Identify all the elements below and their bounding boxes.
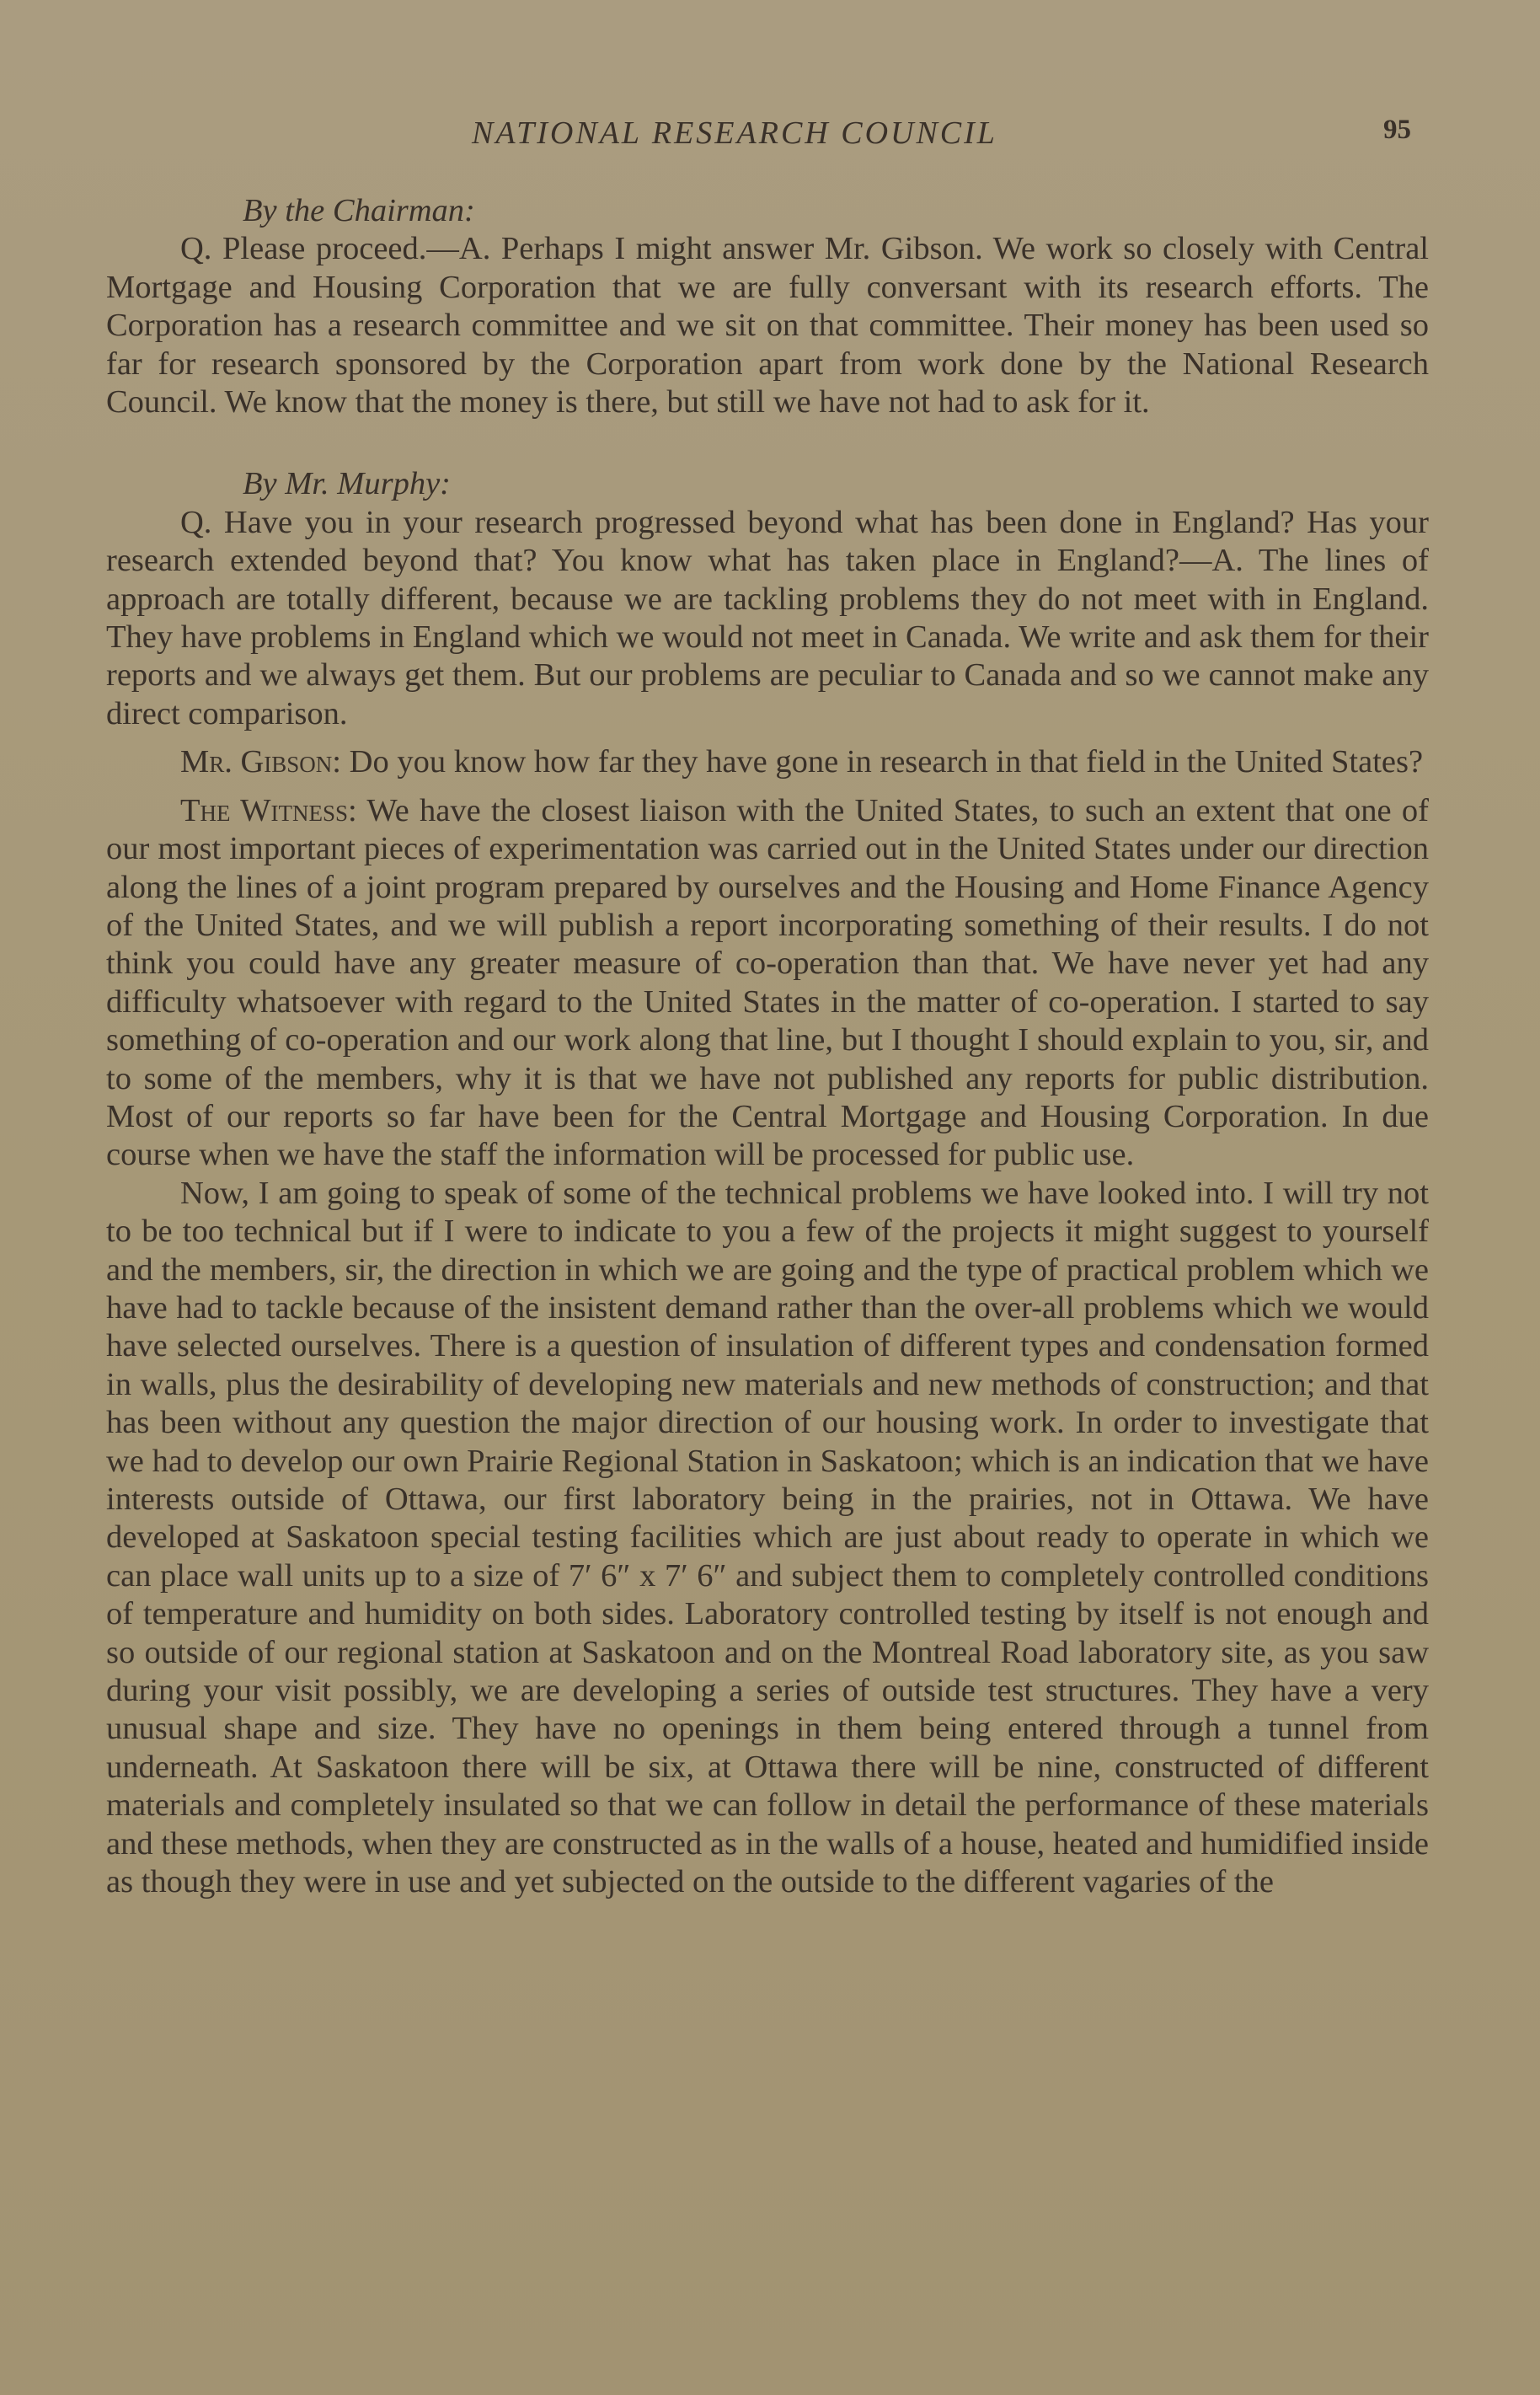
page-header [0, 115, 1540, 157]
byline-murphy: By Mr. Murphy: [243, 466, 451, 502]
paragraph-text: We have the closest liaison with the United States, to such an extent that one of our most important pieces of experimentation was carried out in the United States under our direction along the lines of a joint program prepared by ourselves and the Housing and Home Finance Agency of the United States, and we will publish a report incorporating something of their results. I do not think you could have any greater measure of co-operation than that. We have never yet had any difficulty whatsoever with regard to the United States in the matter of co-operation. I started to say something of co-operation and our work along that line, but I thought I should explain to you, sir, and to some of the members, why it is that we have not published any reports for public distribution. Most of our reports so far have been for the Central Mortgage and Housing Corporation. In due course when we have the staff the information will be processed for public use. [106, 792, 1430, 1173]
paragraph: Q. Please proceed.—A. Perhaps I might answer Mr. Gibson. We work so closely with Central Mortgage and Housing Corporation that we are fully conversant with its research efforts. The Corporation has a research committee and we sit on that committee. Their money has been used so far for research sponsored by the Corporation apart from work done by the National Research Council. We know that the money is there, but still we have not had to ask for it. [106, 231, 1429, 421]
paragraph [106, 743, 1429, 781]
page-number: 95 [1383, 115, 1411, 145]
paragraph: Now, I am going to speak of some of the technical problems we have looked into. I will try not to be too technical but if I were to indicate to you a few of the projects it might suggest to yourself and the members, sir, the direction in which we are going and the type of practical problem which we have had to tackle because of the insistent demand rather than the over-all problems which we would have selected ourselves. There is a question of insulation of different types and condensation formed in walls, plus the desirability of developing new materials and new methods of construction; and that has been without any question the major direction of our housing work. In order to investigate that we had to develop our own Prairie Regional Station in Saskatoon; which is an indication that we have interests outside of Ottawa, our first laboratory being in the prairies, not in Ottawa. We have developed at Saskatoon special testing facilities which are just about ready to operate in which we can place wall units up to a size of 7′ 6″ x 7′ 6″ and subject them to completely controlled conditions of temperature and humidity on both sides. Laboratory controlled testing by itself is not enough and so outside of our regional station at Saskatoon and on the Montreal Road laboratory site, as you saw during your visit possibly, we are developing a series of outside test structures. They have a very unusual shape and size. They have no openings in them being entered through a tunnel from underneath. At Saskatoon there will be six, at Ottawa there will be nine, constructed of different materials and completely insulated so that we can follow in detail the performance of these materials and these methods, when they are constructed as in the walls of a house, heated and humidified inside as though they were in use and yet subjected on the outside to the different vagaries of the [106, 1175, 1429, 1900]
running-head: NATIONAL RESEARCH COUNCIL [472, 115, 997, 151]
paragraph: Q. Have you in your research progressed beyond what has been done in England? Has your research extended beyond that? You know what has taken place in England?—A. The lines of approach are totally different, because we are tackling problems they do not meet with in England. They have problems in England which we would not meet in Canada. We write and ask them for their reports and we always get them. But our problems are peculiar to Canada and so we cannot make any direct comparison. [106, 504, 1429, 731]
speaker-label: The Witness: [180, 792, 357, 828]
byline-chairman: By the Chairman: [243, 193, 475, 228]
paragraph [106, 792, 1429, 1175]
body-text [106, 192, 1429, 1901]
paragraph-text: Do you know how far they have gone in research in that field in the United States? [349, 744, 1424, 780]
speaker-label: Mr. Gibson: [180, 744, 342, 780]
